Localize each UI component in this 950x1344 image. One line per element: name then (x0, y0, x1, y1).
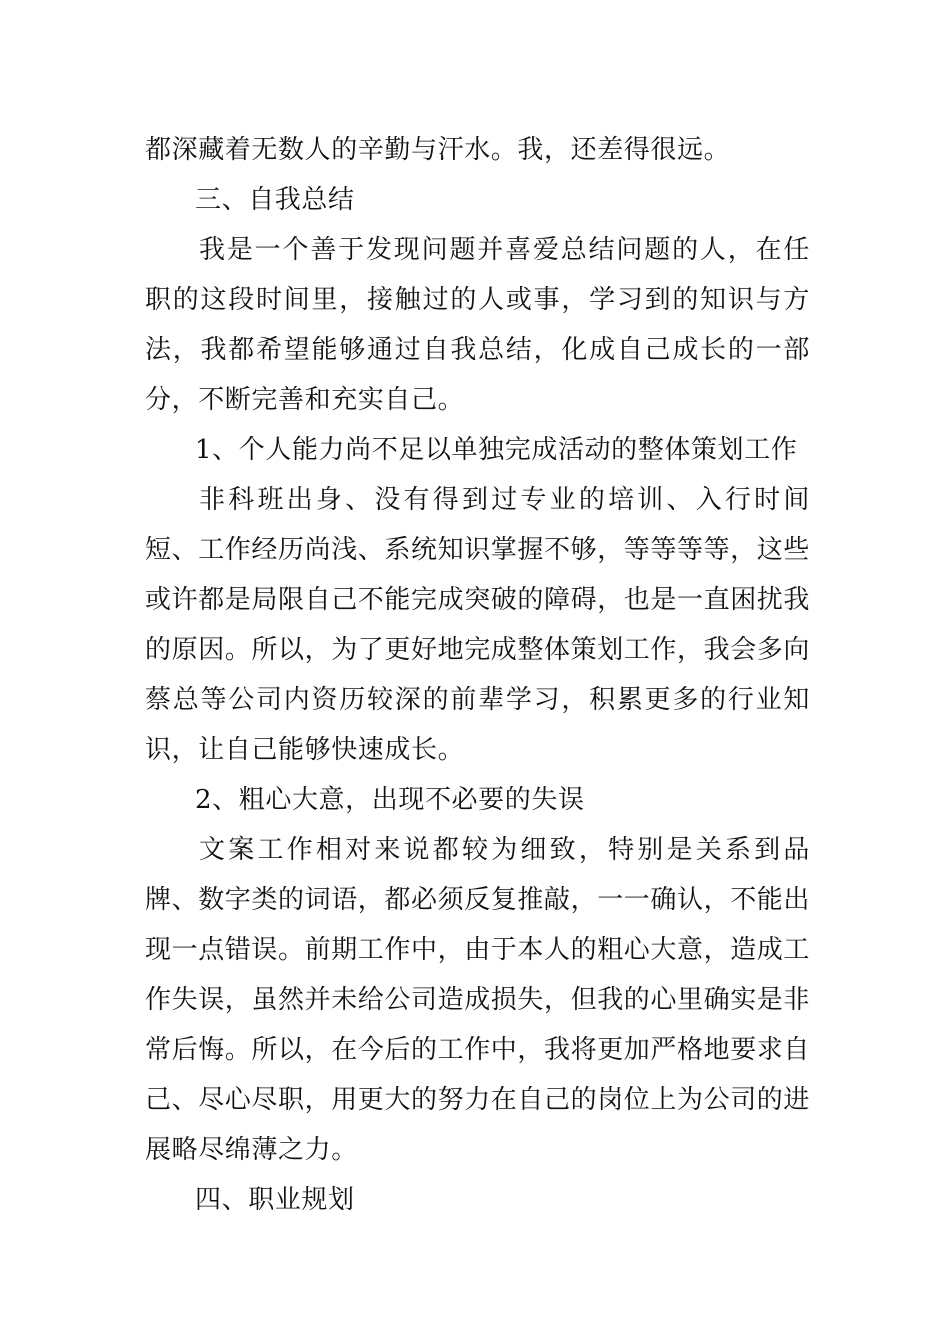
document-body (145, 125, 810, 1225)
section-heading-career-plan: 四、职业规划 (195, 1185, 355, 1215)
section-heading-self-summary: 三、自我总结 (195, 185, 355, 215)
paragraph-self-summary: 我是一个善于发现问题并喜爱总结问题的人，在任职的这段时间里，接触过的人或事，学习到的知识与方法，我都希望能够通过自我总结，化成自己成长的一部分，不断完善和充实自己。 (145, 235, 810, 415)
paragraph-carelessness: 文案工作相对来说都较为细致，特别是关系到品牌、数字类的词语，都必须反复推敲，一一确认，不能出现一点错误。前期工作中，由于本人的粗心大意，造成工作失误，虽然并未给公司造成损失，但我的心里确实是非常后悔。所以，在今后的工作中，我将更加严格地要求自己、尽心尽职，用更大的努力在自己的岗位上为公司的进展略尽绵薄之力。 (145, 835, 811, 1165)
subheading-carelessness: 2、粗心大意，出现不必要的失误 (195, 785, 585, 815)
subheading-ability: 1、个人能力尚不足以单独完成活动的整体策划工作 (195, 435, 798, 465)
paragraph-continuation: 都深藏着无数人的辛勤与汗水。我，还差得很远。 (145, 135, 731, 165)
paragraph-ability: 非科班出身、没有得到过专业的培训、入行时间短、工作经历尚浅、系统知识掌握不够，等等等等，这些或许都是局限自己不能完成突破的障碍，也是一直困扰我的原因。所以，为了更好地完成整体策划工作，我会多向蔡总等公司内资历较深的前辈学习，积累更多的行业知识，让自己能够快速成长。 (145, 485, 811, 765)
